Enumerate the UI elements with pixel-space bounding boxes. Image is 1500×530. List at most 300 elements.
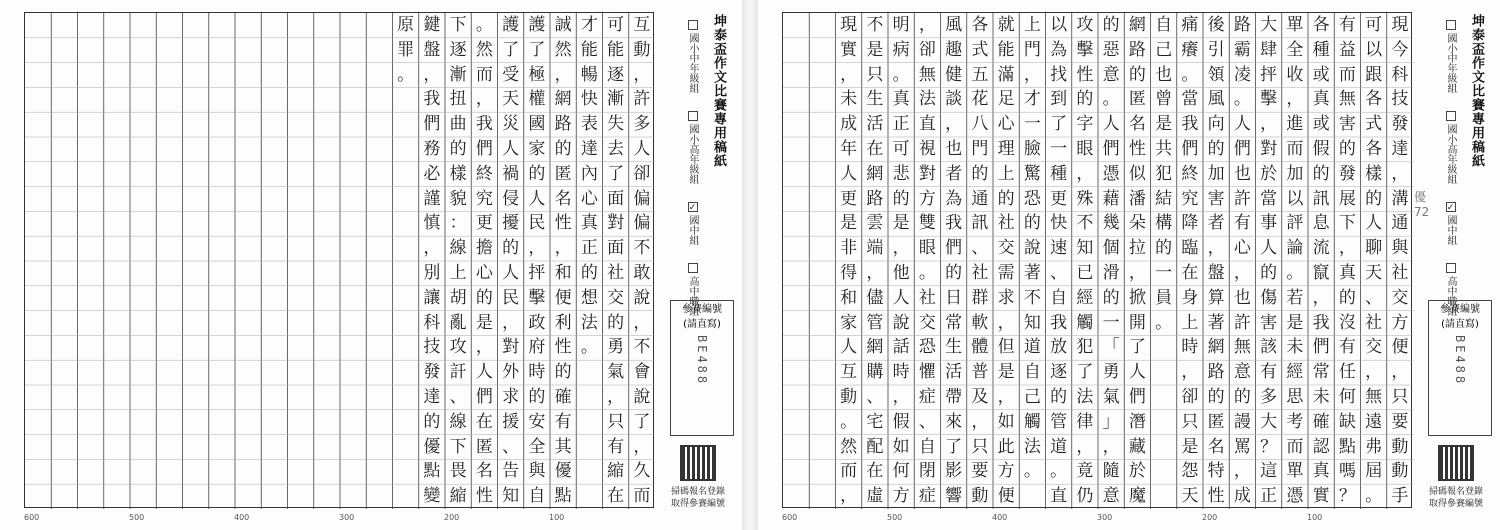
essay-character: 式 — [971, 39, 989, 60]
essay-character: 而 — [1286, 436, 1304, 457]
qr-code-icon — [1438, 445, 1474, 481]
essay-character: 。 — [918, 262, 936, 283]
essay-character: 罪 — [397, 39, 415, 60]
essay-character: 驚 — [1023, 163, 1041, 184]
essay-character: 人 — [1260, 238, 1278, 259]
form-sidebar-left — [656, 0, 742, 530]
essay-character: 他 — [892, 262, 910, 283]
ruler-tick-label: 100 — [1307, 513, 1323, 522]
essay-character: 大 — [1260, 15, 1278, 35]
essay-character: 真 — [892, 89, 910, 110]
essay-character: 然 — [554, 39, 572, 60]
essay-character: 國 — [528, 114, 546, 135]
essay-character: 攻 — [449, 337, 467, 358]
essay-character: 臉 — [1023, 138, 1041, 159]
essay-character: 交 — [607, 287, 625, 308]
essay-character: 全 — [528, 436, 546, 457]
essay-character: 權 — [528, 89, 546, 110]
essay-character: 自 — [528, 486, 546, 507]
essay-character: 可 — [892, 138, 910, 159]
essay-character: 宅 — [866, 411, 884, 432]
essay-character: 論 — [1286, 238, 1304, 259]
essay-character: 種 — [1312, 39, 1330, 60]
essay-character: 個 — [1102, 238, 1120, 259]
essay-character: 仍 — [1076, 486, 1094, 507]
essay-character: 勇 — [607, 337, 625, 358]
essay-character: 是 — [840, 213, 858, 234]
essay-character: 達 — [1391, 138, 1409, 159]
essay-character: 任 — [1338, 362, 1356, 383]
essay-character: 慎 — [423, 213, 441, 234]
essay-character: ， — [1260, 114, 1278, 135]
essay-character: 暢 — [580, 64, 598, 85]
division-option[interactable] — [685, 20, 700, 93]
essay-character: 了 — [528, 39, 546, 60]
essay-character: 實 — [1312, 486, 1330, 507]
essay-character: 特 — [1207, 461, 1225, 482]
essay-character: ， — [866, 262, 884, 283]
essay-character: 。 — [1050, 461, 1068, 482]
essay-character: 話 — [892, 337, 910, 358]
essay-character: 」 — [1102, 411, 1120, 432]
essay-character: 曾 — [1155, 89, 1173, 110]
essay-character: 真 — [1312, 461, 1330, 482]
essay-character: 在 — [866, 138, 884, 159]
essay-character: 亂 — [449, 312, 467, 333]
essay-character: 上 — [1181, 312, 1199, 333]
essay-character: 跟 — [1365, 64, 1383, 85]
essay-character: 的 — [1338, 138, 1356, 159]
essay-character: 我 — [1312, 312, 1330, 333]
essay-character: 性 — [554, 337, 572, 358]
essay-character: 的 — [1128, 64, 1146, 85]
essay-character: 竟 — [1076, 461, 1094, 482]
division-option[interactable] — [685, 202, 700, 245]
essay-character: 「 — [1102, 337, 1120, 358]
essay-character: 只 — [1181, 411, 1199, 432]
essay-character: 無 — [1233, 337, 1251, 358]
essay-character: 、 — [866, 386, 884, 407]
essay-character: 去 — [607, 138, 625, 159]
essay-character: 身 — [1181, 287, 1199, 308]
essay-character: 活 — [945, 362, 963, 383]
essay-character: 心 — [997, 114, 1015, 135]
essay-character: 縮 — [607, 461, 625, 482]
essay-character: ， — [840, 486, 858, 507]
essay-character: 我 — [945, 213, 963, 234]
essay-character: 的 — [1050, 386, 1068, 407]
essay-character: 的 — [1155, 238, 1173, 259]
essay-character: 者 — [1207, 213, 1225, 234]
essay-character: 卻 — [1181, 386, 1199, 407]
essay-character: 趣 — [945, 39, 963, 60]
essay-column — [550, 13, 576, 507]
essay-character: 交 — [1365, 337, 1383, 358]
essay-character: 以 — [1050, 15, 1068, 35]
registration-number: BE488 — [1453, 335, 1467, 387]
essay-character: 常 — [1312, 362, 1330, 383]
essay-character: 肆 — [1260, 39, 1278, 60]
checkbox-icon[interactable] — [1446, 111, 1456, 121]
essay-character: 的 — [580, 262, 598, 283]
essay-character: 群 — [971, 287, 989, 308]
essay-character: ， — [1391, 362, 1409, 383]
essay-character: ， — [1128, 262, 1146, 283]
essay-character: 達 — [423, 386, 441, 407]
essay-character: 網 — [866, 163, 884, 184]
essay-character: 滑 — [1102, 262, 1120, 283]
essay-character: 說 — [633, 386, 651, 407]
essay-character: 說 — [1023, 238, 1041, 259]
essay-character: 優 — [554, 461, 572, 482]
essay-character: 動 — [633, 39, 651, 60]
essay-character: 的 — [971, 163, 989, 184]
essay-text-right — [783, 13, 1411, 507]
division-option[interactable] — [1443, 111, 1458, 184]
essay-character: 經 — [1286, 362, 1304, 383]
essay-character: ， — [1023, 64, 1041, 85]
essay-character: 只 — [866, 64, 884, 85]
essay-column — [1229, 13, 1255, 507]
essay-character: 手 — [1391, 486, 1409, 507]
essay-character: 優 — [423, 436, 441, 457]
ruler-tick-label: 600 — [782, 513, 798, 522]
essay-character: 對 — [502, 337, 520, 358]
essay-character: 實 — [840, 39, 858, 60]
essay-character: 有 — [1260, 362, 1278, 383]
essay-character: 的 — [449, 138, 467, 159]
essay-character: 觸 — [1076, 312, 1094, 333]
essay-character: 社 — [607, 262, 625, 283]
essay-character: 單 — [1286, 461, 1304, 482]
essay-character: 府 — [528, 337, 546, 358]
essay-column — [941, 13, 967, 507]
essay-character: 進 — [1286, 114, 1304, 135]
essay-character: 正 — [892, 114, 910, 135]
essay-character: 偏 — [633, 188, 651, 209]
essay-column — [1151, 13, 1177, 507]
essay-character: 、 — [1050, 262, 1068, 283]
essay-character: ， — [971, 411, 989, 432]
essay-character: 知 — [1076, 238, 1094, 259]
essay-character: 的 — [997, 188, 1015, 209]
essay-character: 各 — [1365, 138, 1383, 159]
essay-character: 視 — [918, 138, 936, 159]
essay-column — [967, 13, 993, 507]
division-option-label: 國小中年級組 — [687, 33, 698, 93]
essay-character: 告 — [502, 461, 520, 482]
essay-character: 網 — [554, 89, 572, 110]
essay-page-right — [758, 0, 1500, 530]
essay-character: 法 — [580, 312, 598, 333]
essay-character: 健 — [945, 64, 963, 85]
essay-character: 風 — [945, 15, 963, 35]
essay-character: 何 — [892, 461, 910, 482]
essay-character: 速 — [1050, 238, 1068, 259]
essay-character: 缺 — [1338, 411, 1356, 432]
essay-character: 就 — [997, 15, 1015, 35]
checkbox-icon[interactable] — [688, 111, 698, 121]
essay-character: 漸 — [449, 64, 467, 85]
essay-character: 幾 — [1102, 213, 1120, 234]
division-option[interactable] — [685, 111, 700, 184]
essay-character: 購 — [866, 362, 884, 383]
essay-character: 有 — [1338, 337, 1356, 358]
essay-character: 對 — [607, 213, 625, 234]
essay-character: 的 — [945, 262, 963, 283]
essay-character: 八 — [971, 114, 989, 135]
essay-character: 科 — [423, 312, 441, 333]
essay-column — [1334, 13, 1360, 507]
essay-character: ， — [423, 238, 441, 259]
essay-character: 名 — [1128, 114, 1146, 135]
essay-character: 構 — [1155, 213, 1173, 234]
essay-character: 面 — [607, 238, 625, 259]
essay-character: 。 — [397, 64, 415, 85]
essay-character: 思 — [1286, 386, 1304, 407]
essay-character: 門 — [971, 138, 989, 159]
essay-character: 了 — [633, 411, 651, 432]
essay-character: 如 — [892, 436, 910, 457]
essay-character: 多 — [1260, 386, 1278, 407]
division-option-label: 國中組 — [687, 215, 698, 245]
essay-character: 怨 — [1181, 461, 1199, 482]
essay-character: ， — [633, 312, 651, 333]
essay-character: ， — [1286, 89, 1304, 110]
essay-column — [1256, 13, 1282, 507]
essay-character: 是 — [997, 362, 1015, 383]
essay-column — [836, 13, 862, 507]
essay-character: 上 — [997, 163, 1015, 184]
essay-character: 災 — [502, 114, 520, 135]
essay-character: 癢 — [1181, 39, 1199, 60]
essay-character: 向 — [1207, 114, 1225, 135]
essay-character: 人 — [1102, 114, 1120, 135]
ruler-tick-label: 300 — [1097, 513, 1113, 522]
checkbox-icon[interactable]: ✓ — [1445, 203, 1456, 213]
essay-character: 點 — [1338, 436, 1356, 457]
essay-character: 經 — [1076, 287, 1094, 308]
essay-character: 假 — [1312, 138, 1330, 159]
essay-character: 匿 — [554, 163, 572, 184]
checkbox-icon[interactable] — [688, 263, 698, 273]
ruler-tick-label: 300 — [339, 513, 355, 522]
essay-character: 、 — [1365, 287, 1383, 308]
essay-column — [498, 13, 524, 507]
essay-character: 謾 — [1233, 411, 1251, 432]
essay-column — [888, 13, 914, 507]
essay-character: 人 — [840, 163, 858, 184]
essay-character: 開 — [1128, 312, 1146, 333]
essay-character: 快 — [1050, 213, 1068, 234]
essay-character: 員 — [1155, 287, 1173, 308]
essay-character: 性 — [1128, 138, 1146, 159]
essay-character: ， — [1076, 436, 1094, 457]
essay-character: 未 — [1312, 386, 1330, 407]
essay-character: 曲 — [449, 114, 467, 135]
essay-character: 匿 — [475, 436, 493, 457]
checkbox-icon[interactable] — [1446, 20, 1456, 30]
essay-character: 們 — [475, 386, 493, 407]
essay-character: 、 — [971, 238, 989, 259]
essay-character: ， — [607, 386, 625, 407]
essay-character: 鍵 — [423, 15, 441, 35]
essay-character: 也 — [1233, 287, 1251, 308]
ruler-tick-label: 400 — [992, 513, 1008, 522]
essay-character: 的 — [607, 312, 625, 333]
essay-character: 發 — [1391, 114, 1409, 135]
essay-character: 下 — [1338, 213, 1356, 234]
essay-column — [524, 13, 550, 507]
essay-character: 偏 — [633, 213, 651, 234]
essay-character: 心 — [475, 262, 493, 283]
essay-character: 知 — [502, 486, 520, 507]
essay-character: 拉 — [1128, 238, 1146, 259]
essay-character: 敢 — [633, 262, 651, 283]
essay-character: 人 — [1128, 362, 1146, 383]
essay-character: 各 — [971, 15, 989, 35]
essay-character: ， — [1233, 461, 1251, 482]
essay-character: 似 — [1128, 163, 1146, 184]
essay-character: 家 — [528, 138, 546, 159]
essay-character: 互 — [633, 15, 651, 35]
essay-character: 的 — [1102, 15, 1120, 35]
essay-character: 一 — [1102, 312, 1120, 333]
essay-character: 網 — [1128, 15, 1146, 35]
essay-character: 為 — [1050, 39, 1068, 60]
essay-character: 考 — [1286, 411, 1304, 432]
essay-character: 必 — [423, 163, 441, 184]
essay-column — [419, 13, 445, 507]
checkbox-icon[interactable]: ✓ — [687, 203, 698, 213]
checkbox-icon[interactable] — [1446, 263, 1456, 273]
essay-column — [1282, 13, 1308, 507]
essay-character: 人 — [475, 362, 493, 383]
essay-character: 未 — [840, 89, 858, 110]
essay-character: 溝 — [1391, 188, 1409, 209]
division-option[interactable] — [1443, 202, 1458, 245]
form-sidebar-right — [1414, 0, 1500, 530]
essay-character: 侵 — [502, 188, 520, 209]
division-option[interactable] — [1443, 20, 1458, 93]
essay-character: 今 — [1391, 39, 1409, 60]
essay-character: 時 — [528, 362, 546, 383]
essay-character: 能 — [580, 39, 598, 60]
essay-character: 然 — [475, 39, 493, 60]
checkbox-icon[interactable] — [688, 20, 698, 30]
essay-character: 人 — [840, 337, 858, 358]
essay-character: 端 — [866, 238, 884, 259]
essay-character: 逐 — [449, 39, 467, 60]
essay-character: 匿 — [1207, 411, 1225, 432]
essay-character: 惡 — [1102, 39, 1120, 60]
essay-character: 自 — [1023, 362, 1041, 383]
essay-character: 症 — [918, 386, 936, 407]
essay-character: 法 — [1023, 436, 1041, 457]
essay-character: 性 — [1076, 64, 1094, 85]
essay-character: ， — [475, 89, 493, 110]
essay-character: 是 — [1286, 312, 1304, 333]
essay-character: 民 — [502, 287, 520, 308]
essay-character: 發 — [1338, 163, 1356, 184]
essay-character: 法 — [918, 89, 936, 110]
essay-character: 通 — [971, 188, 989, 209]
essay-character: 名 — [554, 188, 572, 209]
essay-character: ， — [1207, 238, 1225, 259]
essay-character: 謹 — [423, 188, 441, 209]
essay-character: 談 — [945, 89, 963, 110]
essay-character: 護 — [528, 15, 546, 35]
essay-character: 算 — [1207, 287, 1225, 308]
essay-character: ， — [475, 337, 493, 358]
essay-character: 便 — [554, 287, 572, 308]
essay-character: 不 — [1076, 213, 1094, 234]
essay-character: 交 — [997, 238, 1015, 259]
essay-character: 意 — [1233, 362, 1251, 383]
essay-character: 而 — [475, 64, 493, 85]
essay-character: 式 — [1365, 114, 1383, 135]
essay-character: 展 — [1338, 188, 1356, 209]
essay-character: 此 — [997, 436, 1015, 457]
essay-character: 著 — [1023, 262, 1041, 283]
qr-caption-right: 掃碼報名登錄 取得參賽編號 — [1428, 487, 1483, 509]
essay-character: 卻 — [918, 39, 936, 60]
essay-character: ， — [1181, 362, 1199, 383]
essay-character: 儘 — [866, 287, 884, 308]
essay-column — [1072, 13, 1098, 507]
essay-character: 天 — [1181, 486, 1199, 507]
essay-character: 面 — [607, 188, 625, 209]
essay-character: ， — [1312, 287, 1330, 308]
essay-character: 年 — [840, 138, 858, 159]
essay-character: 全 — [1286, 39, 1304, 60]
essay-character: 和 — [554, 262, 572, 283]
essay-character: 只 — [1391, 386, 1409, 407]
essay-character: 了 — [607, 163, 625, 184]
essay-character: 成 — [840, 114, 858, 135]
essay-character: ， — [1102, 436, 1120, 457]
essay-character: 的 — [1260, 262, 1278, 283]
essay-character: 隨 — [1102, 461, 1120, 482]
essay-character: 結 — [1155, 188, 1173, 209]
essay-character: 以 — [1286, 188, 1304, 209]
essay-character: 路 — [554, 114, 572, 135]
essay-character: 在 — [475, 411, 493, 432]
essay-character: 要 — [971, 461, 989, 482]
essay-character: 外 — [502, 362, 520, 383]
essay-character: 想 — [580, 287, 598, 308]
essay-character: 網 — [866, 337, 884, 358]
essay-character: 上 — [449, 262, 467, 283]
essay-character: 而 — [840, 461, 858, 482]
essay-character: 可 — [1365, 15, 1383, 35]
essay-character: 其 — [554, 436, 572, 457]
essay-character: 法 — [1076, 386, 1094, 407]
character-count-ruler-right — [782, 513, 1412, 525]
essay-character: 。 — [1286, 262, 1304, 283]
essay-character: 交 — [918, 312, 936, 333]
essay-character: 我 — [475, 114, 493, 135]
page-gutter — [742, 0, 758, 530]
essay-character: 症 — [918, 486, 936, 507]
essay-character: 會 — [633, 362, 651, 383]
essay-character: 臨 — [1181, 238, 1199, 259]
essay-character: 恐 — [918, 337, 936, 358]
essay-character: 領 — [1207, 64, 1225, 85]
essay-character: 得 — [840, 262, 858, 283]
essay-character: 社 — [1365, 312, 1383, 333]
essay-character: 訊 — [1312, 188, 1330, 209]
